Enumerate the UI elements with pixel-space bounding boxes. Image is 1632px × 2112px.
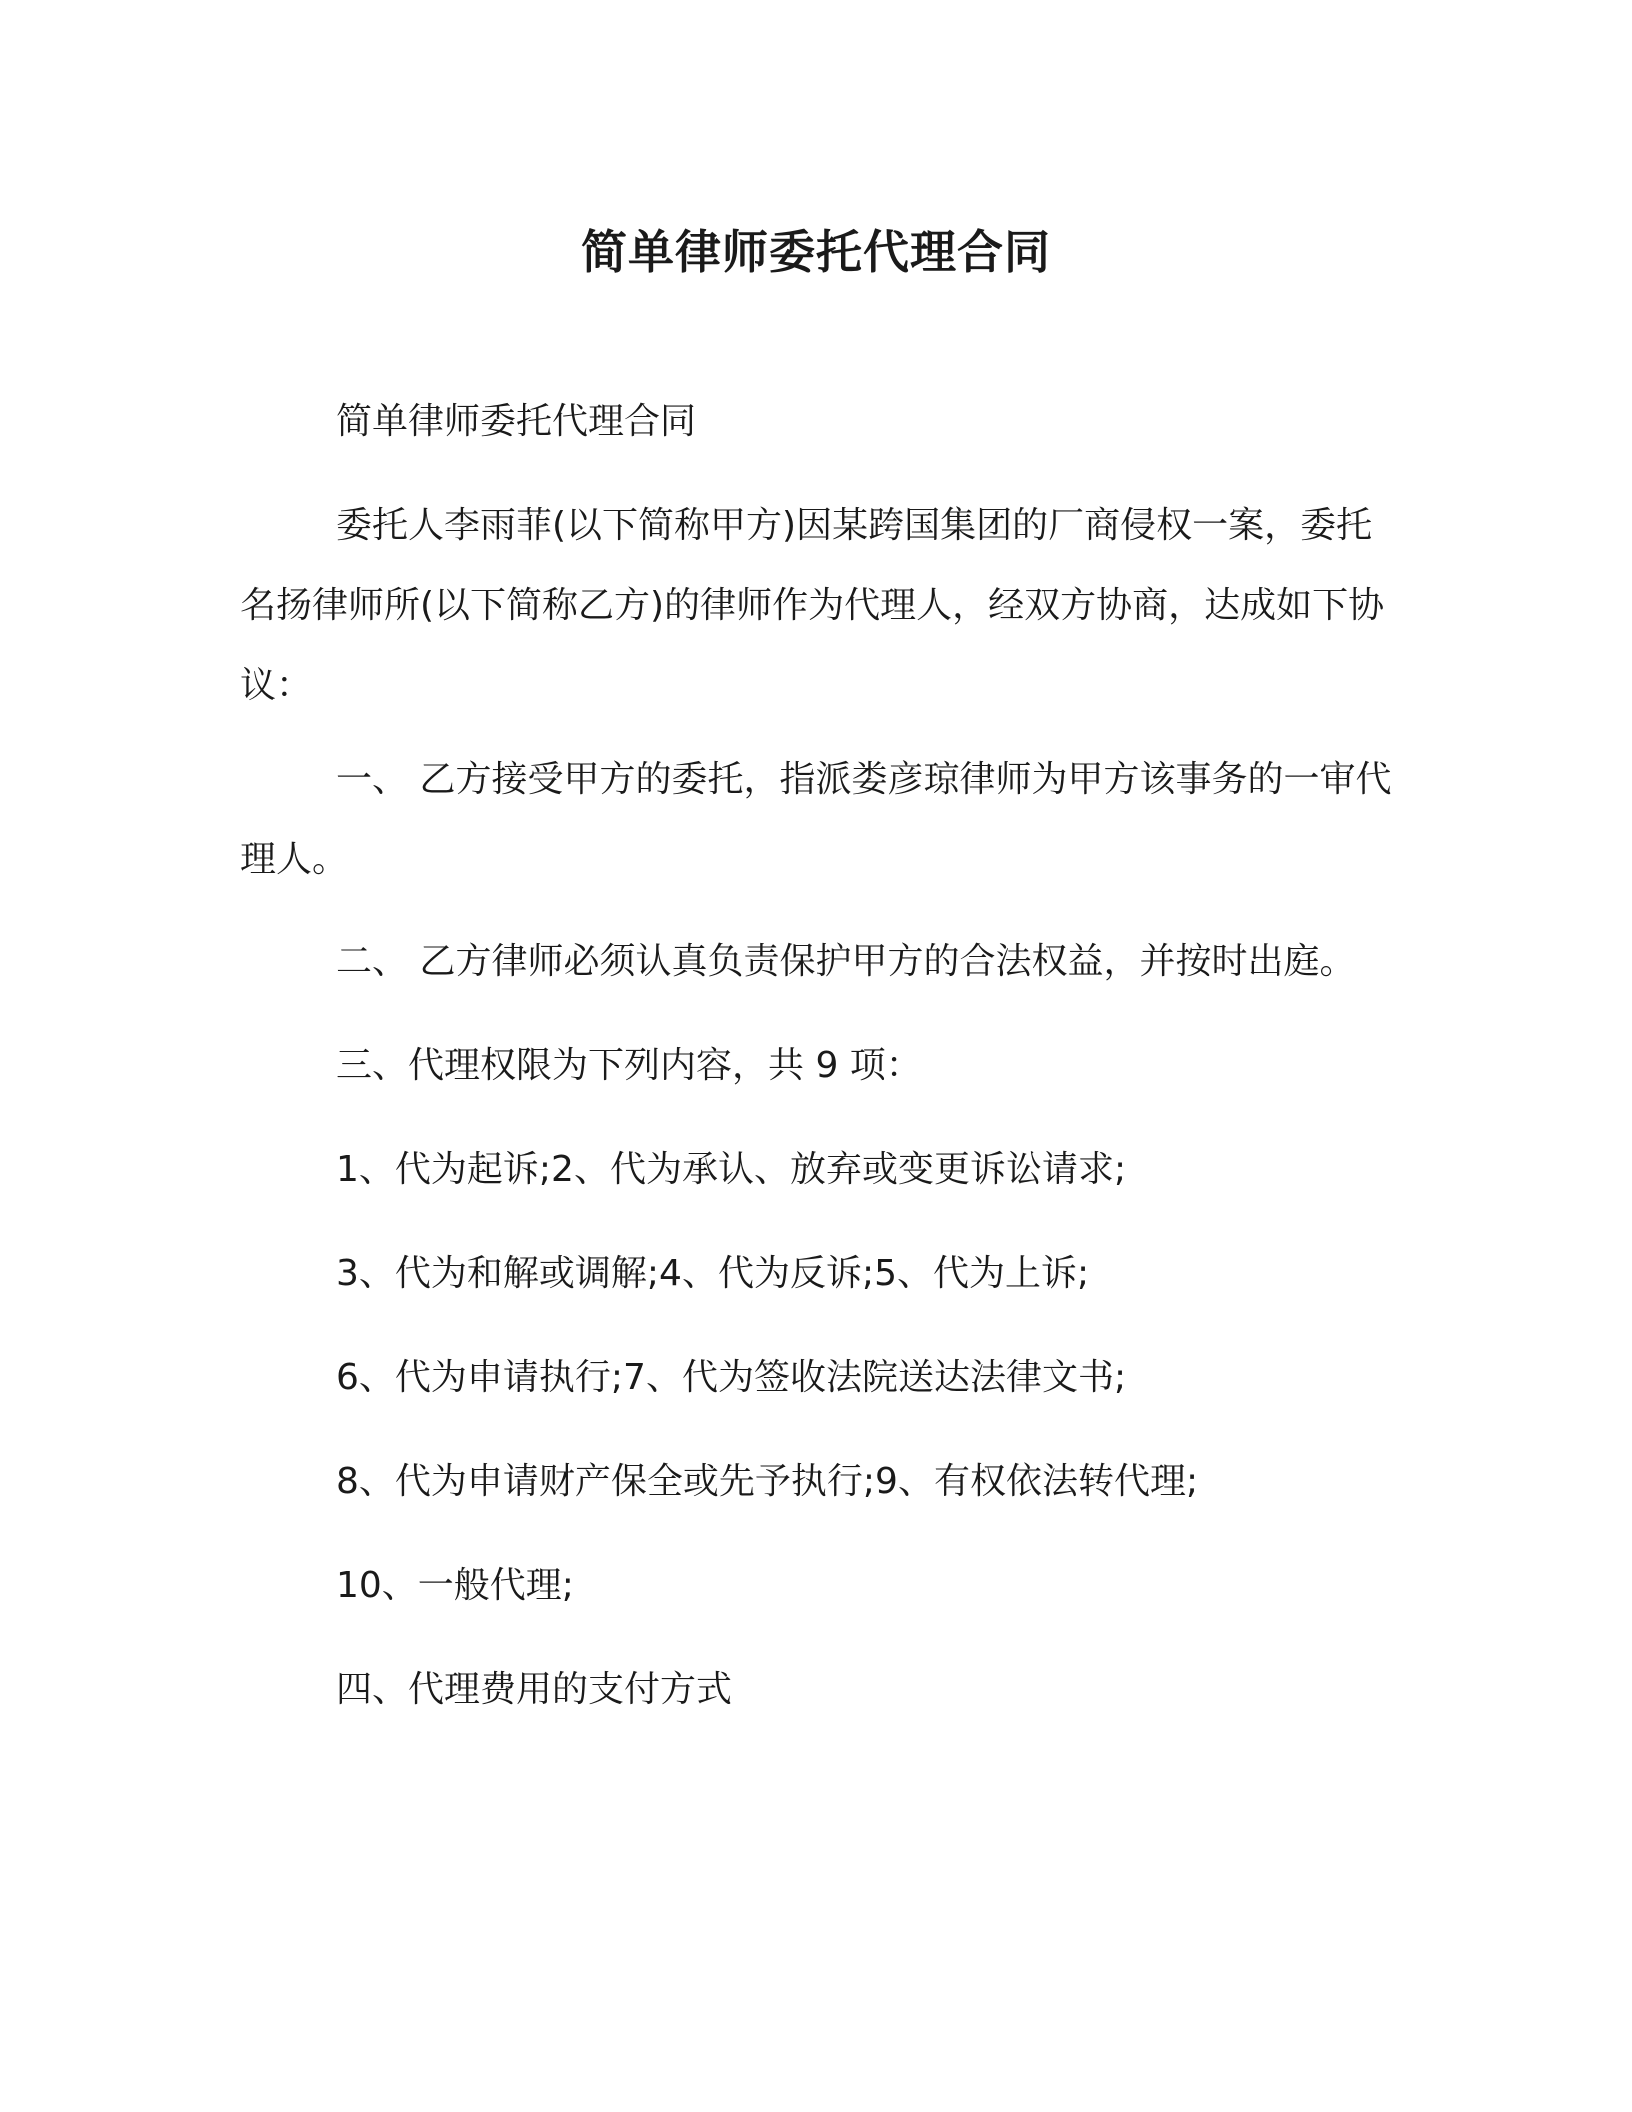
- authority-list-item: 1、代为起诉;2、代为承认、放弃或变更诉讼请求;: [336, 1149, 1127, 1190]
- authority-list-item: 3、代为和解或调解;4、代为反诉;5、代为上诉;: [336, 1253, 1090, 1294]
- authority-list-item: 6、代为申请执行;7、代为签收法院送达法律文书;: [336, 1357, 1127, 1398]
- document-title: 简单律师委托代理合同: [581, 225, 1051, 279]
- intro-paragraph: 委托人李雨菲(以下简称甲方)因某跨国集团的厂商侵权一案，委托名扬律师所(以下简称乙方)的律师作为代理人，经双方协商，达成如下协议：: [240, 505, 1385, 706]
- authority-list-item: 10、一般代理;: [336, 1565, 574, 1606]
- clause-2: 二、 乙方律师必须认真负责保护甲方的合法权益，并按时出庭。: [336, 941, 1356, 982]
- clause-4: 四、代理费用的支付方式: [336, 1669, 733, 1710]
- authority-list-item: 8、代为申请财产保全或先予执行;9、有权依法转代理;: [336, 1461, 1199, 1502]
- clause-1: 一、 乙方接受甲方的委托，指派娄彦琼律师为甲方该事务的一审代理人。: [240, 759, 1392, 880]
- document-subtitle: 简单律师委托代理合同: [336, 401, 697, 442]
- clause-3: 三、代理权限为下列内容，共 9 项：: [336, 1045, 922, 1086]
